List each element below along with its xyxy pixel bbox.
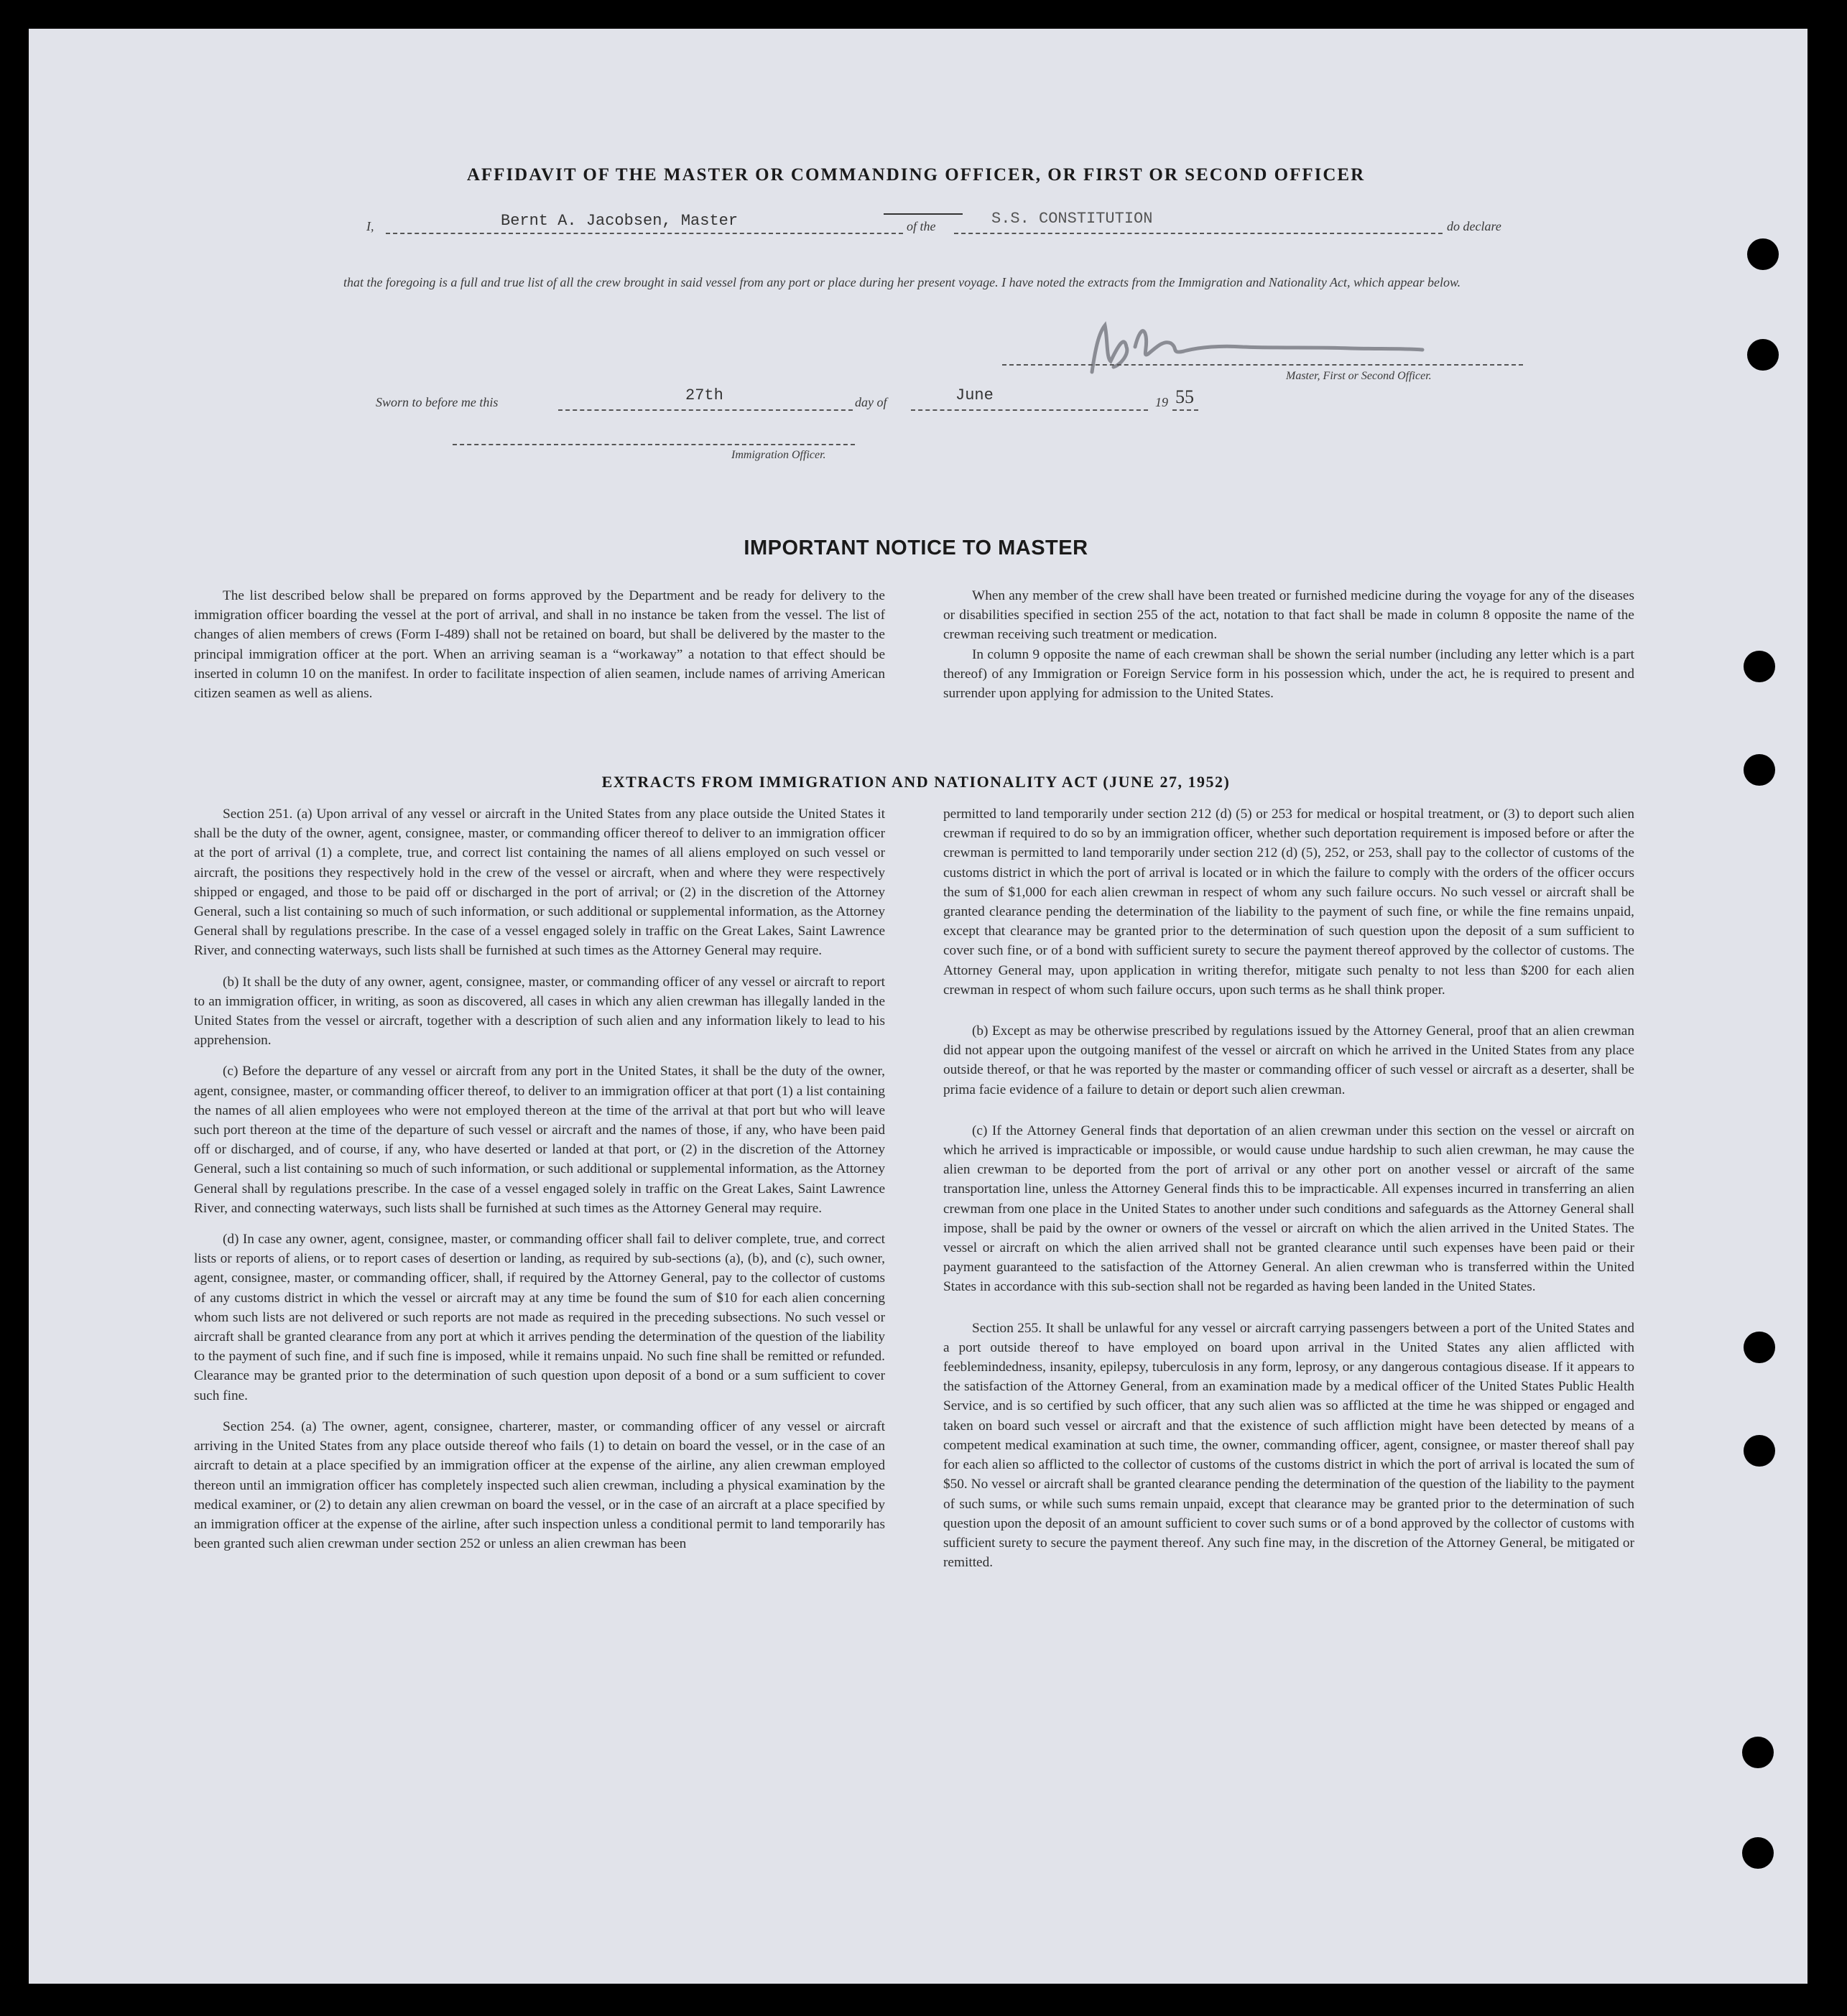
punch-hole (1744, 651, 1775, 682)
section-254-a: Section 254. (a) The owner, agent, consignee, charterer, master, or commanding officer of any vessel or aircraft arriving in the United States from any place outside thereof who fails (1) to detain on board the vessel, or in the case of an aircraft to detain at a place specified by an immigration officer at the expense of the airline, any alien crewman employed thereon until an immigration officer has completely inspected such alien crewman, including a physical examination by the medical examiner, or (2) to detain any alien crewman on board the vessel, or in the case of an aircraft at a place specified by an immigration officer at the expense of the airline, after such inspection unless a conditional permit to land temporarily has been granted such alien crewman under section 252 or unless an alien crewman has been (194, 1418, 885, 1552)
notice-right-column (943, 586, 1634, 703)
section-254-c: (c) If the Attorney General finds that deportation of an alien crewman under this section on the vessel or aircraft on which he arrived is impracticable or impossible, or would cause undue hardship to such alien crewman, he may cause the alien crewman to be deported from the port of arrival or any other port on another vessel or aircraft of the same transportation line, unless the Attorney General finds this to be impracticable. All expenses incurred in transferring an alien crewman from one place in the United States to another under such conditions and safeguards as the Attorney General shall impose, shall be paid by the owner or owners of the vessel or aircraft on which the alien arrived in the United States. The vessel or aircraft on which the alien arrived shall not be granted clearance until such expenses have been paid or their payment guaranteed to the satisfaction of the Attorney General. An alien crewman who is transferred within the United States in accordance with this sub-section shall not be regarded as having been landed in the United States. (943, 1123, 1634, 1295)
immigration-officer-line (453, 444, 855, 445)
notice-left-paragraph: The list described below shall be prepared on forms approved by the Department and be ready for delivery to the immigration officer boarding the vessel at the port of arrival, and shall in no instance be taken from the vessel. The list of changes of alien members of crews (Form I-489) shall not be retained on board, but shall be delivered by the master to the principal immigration officer at the port. When an arriving seaman is a “workaway” a notation to that effect should be inserted in column 10 on the manifest. In order to facilitate inspection of alien seamen, include names of arriving American citizen seamen as well as aliens. (194, 588, 885, 702)
signature-line (1002, 364, 1523, 366)
sworn-year-field[interactable]: 55 (1175, 386, 1194, 407)
punch-hole (1744, 1435, 1775, 1467)
section-251-d: (d) In case any owner, agent, consignee, master, or commanding officer shall fail to deliver complete, true, and correct lists or reports of aliens, or to report cases of desertion or landing, as required by sub-sections (a), (b), and (c), such owner, agent, consignee, master, or commanding officer, shall, if required by the Attorney General, pay to the collector of customs of any customs district in which the vessel or aircraft may at any time be found the sum of $10 for each alien concerning whom such lists are not delivered or such reports are not made as required in the preceding subsections. No such vessel or aircraft shall be granted clearance from any port at which it arrives pending the determination of the question of the liability to the payment of such fine, and if such fine is imposed, while it remains unpaid. No such fine shall be remitted or refunded. Clearance may be granted prior to the determination of such question upon deposit of a bond or a sum sufficient to cover such fine. (194, 1232, 885, 1403)
notice-left-column (194, 586, 885, 703)
do-declare-label: do declare (1447, 219, 1501, 233)
extracts-left-column (194, 804, 885, 1553)
master-name-field[interactable]: Bernt A. Jacobsen, Master (501, 212, 739, 230)
document-page (29, 29, 1807, 1984)
extracts-title: EXTRACTS FROM IMMIGRATION AND NATIONALITY ACT (JUNE 27, 1952) (601, 773, 1231, 791)
title-underline (884, 213, 963, 215)
year-prefix: 19 (1155, 395, 1168, 409)
day-of-label: day of (855, 395, 887, 409)
master-signature (1063, 304, 1523, 397)
sworn-month-line (911, 409, 1148, 411)
notice-title: IMPORTANT NOTICE TO MASTER (744, 536, 1088, 559)
sworn-year-line (1172, 409, 1198, 411)
section-251-c: (c) Before the departure of any vessel or aircraft from any port in the United States, it shall be the duty of the owner, agent, consignee, master, or commanding officer thereof, to deliver to an immigration officer at that port (1) a list containing the names of all alien employees who were not employed thereon at the time of the arrival at that port but who will leave such port thereon at the time of the departure of such vessel or aircraft and the names of those, if any, who have been paid off or discharged, and of course, if any, who have deserted or landed at that port, or (2) in the discretion of the Attorney General, such a list containing so much of such information, or such additional or supplemental information, as the Attorney General shall by regulations prescribe. In the case of a vessel engaged solely in traffic on the Great Lakes, Saint Lawrence River, and connecting waterways, such lists shall be furnished at such times as the Attorney General may require. (194, 1064, 885, 1216)
declaration-text: that the foregoing is a full and true list of all the crew brought in said vessel from any port or place during her present voyage. I have noted the extracts from the Immigration and Nationality Act, which appear below. (343, 275, 1461, 289)
signature-caption: Master, First or Second Officer. (1286, 370, 1432, 382)
section-251-a: Section 251. (a) Upon arrival of any vessel or aircraft in the United States from any place outside the United States it shall be the duty of the owner, agent, consignee, master, or commanding officer thereof to deliver to an immigration officer at the port of arrival (1) a complete, true, and correct list containing the names of all aliens employed on such vessel or aircraft, the positions they respectively hold in the crew of the vessel or aircraft, when and where they were respectively shipped or engaged, and those to be paid off or discharged in the port of arrival; or (2) in the discretion of the Attorney General, such a list containing so much of such information, or such additional or supplemental information, as the Attorney General shall by regulations prescribe. In the case of a vessel engaged solely in traffic on the Great Lakes, Saint Lawrence River, and connecting waterways, such lists shall be furnished at such times as the Attorney General may require. (194, 807, 885, 959)
affidavit-title: AFFIDAVIT OF THE MASTER OR COMMANDING OFFICER, OR FIRST OR SECOND OFFICER (466, 165, 1366, 185)
sworn-day-line (558, 409, 853, 411)
punch-hole (1747, 339, 1779, 371)
notice-right-paragraph-1: When any member of the crew shall have been treated or furnished medicine during the voyage for any of the diseases or disabilities specified in section 255 of the act, notation to that fact shall be made in column 8 opposite the name of the crewman receiving such treatment or medication. (943, 588, 1634, 643)
section-254-b: (b) Except as may be otherwise prescribed by regulations issued by the Attorney General, proof that an alien crewman did not appear upon the outgoing manifest of the vessel or aircraft on which he arrived in the United States from any place outside thereof, or that he was reported by the master or commanding officer of such vessel or aircraft as a deserter, shall be prima facie evidence of a failure to detain or deport such alien crewman. (943, 1023, 1634, 1097)
section-251-b: (b) It shall be the duty of any owner, agent, consignee, master, or commanding officer of any vessel or aircraft to report to an immigration officer, in writing, as soon as discovered, all cases in which any alien crewman has illegally landed in the United States from the vessel or aircraft, together with a description of such alien and any information likely to lead to his apprehension. (194, 974, 885, 1049)
punch-hole (1747, 238, 1779, 270)
vessel-name-line (954, 233, 1443, 234)
section-255: Section 255. It shall be unlawful for any vessel or aircraft carrying passengers between a port of the United States and a port outside thereof to have employed on board upon arrival in the United States any alien afflicted with feeblemindedness, insanity, epilepsy, tuberculosis in any form, leprosy, or any dangerous contagious disease. If it appears to the satisfaction of the Attorney General, from an examination made by a medical officer of the United States Public Health Service, and is so certified by such officer, that any such alien was so afflicted at the time he was shipped or engaged and taken on board such vessel or aircraft and that the existence of such affliction might have been detected by means of a competent medical examination at such time, the owner, commanding officer, agent, consignee, or master thereof shall pay for each alien so afflicted to the collector of customs of the customs district in which the port of arrival is located the sum of $50. No vessel or aircraft shall be granted clearance pending the determination of the question of the liability to the payment of such sums, or while such sums remain unpaid, except that clearance may be granted prior to the determination of such question upon the deposit of an amount sufficient to cover such sums or of a bond approved by the collector of customs with sufficient surety to secure the payment thereof. Any such fine may, in the discretion of the Attorney General, be mitigated or remitted. (943, 1320, 1634, 1571)
immigration-officer-caption: Immigration Officer. (731, 449, 826, 461)
sworn-label: Sworn to before me this (376, 395, 499, 409)
i-label: I, (366, 219, 374, 233)
punch-hole (1744, 1332, 1775, 1363)
sworn-month-field[interactable]: June (955, 386, 994, 404)
punch-hole (1742, 1837, 1774, 1869)
punch-hole (1742, 1737, 1774, 1768)
vessel-name-field[interactable]: S.S. CONSTITUTION (991, 210, 1153, 228)
extracts-right-column (943, 804, 1634, 1572)
sworn-day-field[interactable]: 27th (685, 386, 723, 404)
notice-right-paragraph-2: In column 9 opposite the name of each crewman shall be shown the serial number (including any letter which is a part thereof) of any Immigration or Foreign Service form in his possession which, under the act, he is required to present and surrender upon applying for admission to the United States. (943, 646, 1634, 702)
of-the-label: of the (907, 219, 936, 233)
section-254-a-continued: permitted to land temporarily under section 212 (d) (5) or 253 for medical or hospital treatment, or (3) to deport such alien crewman if required to do so by an immigration officer, whether such deportation requirement is imposed before or after the crewman is permitted to land temporarily under section 212 (d) (5), 252, or 253, shall pay to the collector of customs of the customs district in which the port of arrival is located or in which the failure to comply with the orders of the officer occurs the sum of $1,000 for each alien crewman in respect of whom any such failure occurs. No such vessel or aircraft shall be granted clearance pending the determination of the liability to the payment of such fine, or while the fine remains unpaid, except that clearance may be granted prior to the determination of such question upon the deposit of a sum sufficient to cover such fine, or of a bond with sufficient surety to secure the payment thereof approved by the collector of customs. The Attorney General may, upon application in writing therefor, mitigate such penalty to not less than $200 for each alien crewman in respect of whom such failure occurs, upon such terms as he shall think proper. (943, 807, 1634, 998)
master-name-line (386, 233, 903, 234)
